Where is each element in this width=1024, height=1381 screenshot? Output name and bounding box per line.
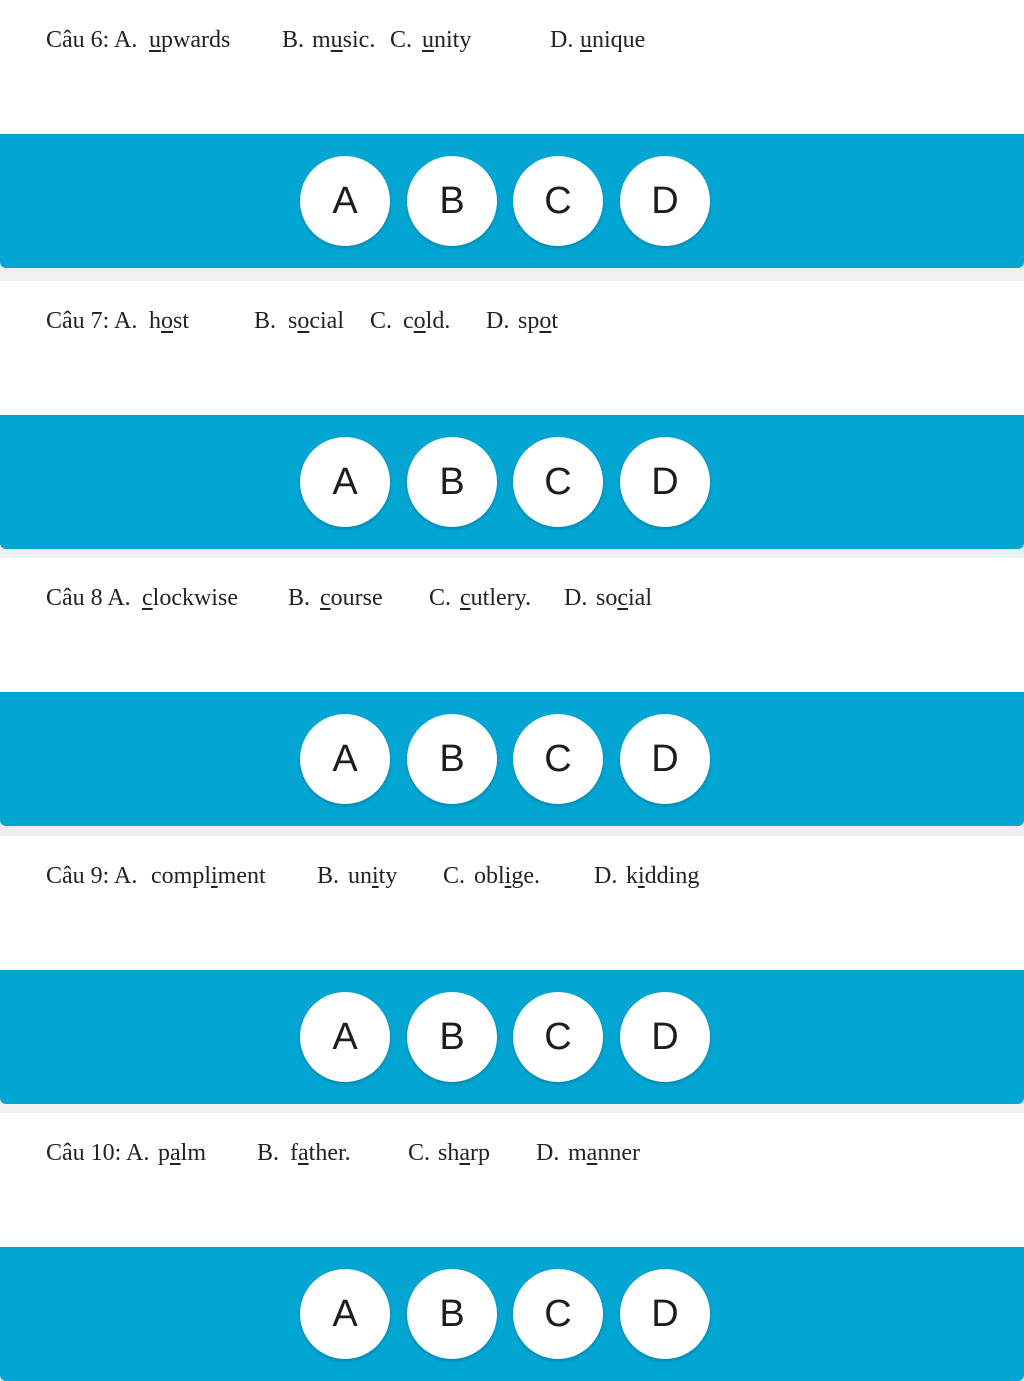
answer-button-d[interactable]: D <box>620 156 710 246</box>
option-word-underlined-letter: a <box>298 1140 309 1166</box>
answer-button-b[interactable]: B <box>407 437 497 527</box>
option-word <box>568 1137 640 1169</box>
option-word <box>158 1137 206 1169</box>
option-word-underlined-letter: o <box>539 308 552 334</box>
option-word-suffix: t <box>551 308 559 334</box>
answer-button-b[interactable]: B <box>407 156 497 246</box>
option-word-underlined-letter: c <box>460 585 471 611</box>
option-word-prefix: h <box>149 308 161 334</box>
option-word <box>348 860 397 892</box>
answer-bar <box>0 970 1024 1104</box>
option-word-prefix: f <box>290 1140 298 1166</box>
option-letter: D. <box>564 585 588 611</box>
answer-button-a[interactable]: A <box>300 1269 390 1359</box>
question-label: Câu 9: A. <box>46 863 138 889</box>
option-word <box>460 582 531 614</box>
option-letter: B. <box>254 308 277 334</box>
option-word-suffix: sic. <box>342 27 376 53</box>
answer-button-d[interactable]: D <box>620 437 710 527</box>
option-word-underlined-letter: u <box>580 27 592 53</box>
option-word <box>518 305 558 337</box>
option-word-suffix: ld. <box>425 308 451 334</box>
option-letter: D. <box>486 308 510 334</box>
option-letter: D. <box>550 27 574 53</box>
option-word <box>149 305 189 337</box>
option-word-underlined-letter: i <box>504 863 512 889</box>
option-word <box>312 24 375 56</box>
option-letter: B. <box>282 27 305 53</box>
answer-bar <box>0 134 1024 268</box>
option-word-suffix: st <box>173 308 190 334</box>
answer-button-a[interactable]: A <box>300 156 390 246</box>
option-word-underlined-letter: a <box>170 1140 181 1166</box>
answer-bar <box>0 1247 1024 1381</box>
answer-button-d[interactable]: D <box>620 714 710 804</box>
option-word-prefix: m <box>312 27 331 53</box>
option-word-suffix: ourse <box>330 585 383 611</box>
option-word-suffix: nity <box>434 27 472 53</box>
option-word-underlined-letter: u <box>330 27 343 53</box>
option-word-prefix: m <box>568 1140 587 1166</box>
question-card <box>0 1113 1024 1381</box>
option-word-prefix: sp <box>518 308 540 334</box>
option-word-suffix: lockwise <box>152 585 238 611</box>
answer-button-c[interactable]: C <box>513 437 603 527</box>
question-label: Câu 6: A. <box>46 27 138 53</box>
option-word-underlined-letter: i <box>372 863 379 889</box>
option-word <box>580 24 645 56</box>
option-word-underlined-letter: c <box>617 585 628 611</box>
option-word <box>626 860 699 892</box>
option-word-suffix: ial <box>628 585 652 611</box>
option-letter: D. <box>536 1140 560 1166</box>
option-letter: D. <box>594 863 618 889</box>
question-text-area <box>0 0 1024 134</box>
question-card <box>0 558 1024 826</box>
option-word-underlined-letter: c <box>320 585 331 611</box>
option-word-prefix: so <box>596 585 618 611</box>
option-word-suffix: utlery. <box>470 585 532 611</box>
question-text-area <box>0 1113 1024 1247</box>
answer-button-d[interactable]: D <box>620 1269 710 1359</box>
option-word-suffix: ther. <box>308 1140 351 1166</box>
option-word-underlined-letter: u <box>422 27 434 53</box>
answer-button-b[interactable]: B <box>407 1269 497 1359</box>
option-word-underlined-letter: o <box>297 308 310 334</box>
option-word-underlined-letter: a <box>586 1140 598 1166</box>
option-word-suffix: pwards <box>161 27 231 53</box>
option-letter: C. <box>443 863 466 889</box>
option-word-prefix: k <box>626 863 638 889</box>
option-word-suffix: ment <box>217 863 266 889</box>
option-word <box>596 582 652 614</box>
option-word <box>149 24 230 56</box>
option-word <box>142 582 238 614</box>
option-word-suffix: rp <box>470 1140 490 1166</box>
question-card <box>0 836 1024 1104</box>
option-word <box>438 1137 490 1169</box>
answer-button-a[interactable]: A <box>300 714 390 804</box>
option-word-prefix: sh <box>438 1140 460 1166</box>
option-word <box>290 1137 351 1169</box>
option-word-suffix: lm <box>180 1140 206 1166</box>
question-text-area <box>0 281 1024 415</box>
question-text-area <box>0 836 1024 970</box>
option-word-suffix: ty <box>378 863 398 889</box>
answer-button-c[interactable]: C <box>513 1269 603 1359</box>
option-word-prefix: p <box>158 1140 170 1166</box>
option-word-underlined-letter: i <box>638 863 645 889</box>
option-word-suffix: cial <box>309 308 344 334</box>
option-word <box>288 305 344 337</box>
option-word-suffix: ge. <box>511 863 540 889</box>
option-word-underlined-letter: u <box>149 27 161 53</box>
option-word-underlined-letter: o <box>413 308 426 334</box>
question-card <box>0 0 1024 268</box>
answer-button-c[interactable]: C <box>513 714 603 804</box>
answer-button-b[interactable]: B <box>407 714 497 804</box>
option-letter: B. <box>317 863 340 889</box>
answer-button-c[interactable]: C <box>513 156 603 246</box>
option-letter: C. <box>390 27 413 53</box>
option-word-suffix: dding <box>644 863 700 889</box>
question-label: Câu 7: A. <box>46 308 138 334</box>
option-word-prefix: obl <box>474 863 505 889</box>
option-letter: C. <box>408 1140 431 1166</box>
option-word-underlined-letter: c <box>142 585 153 611</box>
option-word-prefix: c <box>403 308 414 334</box>
answer-button-b[interactable]: B <box>407 992 497 1082</box>
option-letter: B. <box>288 585 311 611</box>
option-word <box>320 582 383 614</box>
option-word-underlined-letter: a <box>459 1140 470 1166</box>
answer-bar <box>0 692 1024 826</box>
question-card <box>0 281 1024 549</box>
answer-button-a[interactable]: A <box>300 992 390 1082</box>
option-word-underlined-letter: i <box>211 863 218 889</box>
answer-button-c[interactable]: C <box>513 992 603 1082</box>
option-word-prefix: un <box>348 863 372 889</box>
option-word-prefix: s <box>288 308 298 334</box>
option-word <box>422 24 471 56</box>
option-word-prefix: compl <box>151 863 211 889</box>
option-letter: C. <box>429 585 452 611</box>
option-letter: C. <box>370 308 393 334</box>
option-word <box>474 860 540 892</box>
option-word-suffix: nique <box>592 27 646 53</box>
answer-button-a[interactable]: A <box>300 437 390 527</box>
answer-bar <box>0 415 1024 549</box>
question-text-area <box>0 558 1024 692</box>
answer-button-d[interactable]: D <box>620 992 710 1082</box>
option-letter: B. <box>257 1140 280 1166</box>
option-word-suffix: nner <box>597 1140 640 1166</box>
option-word-underlined-letter: o <box>161 308 173 334</box>
question-label: Câu 10: A. <box>46 1140 150 1166</box>
option-word <box>151 860 266 892</box>
question-label: Câu 8 A. <box>46 585 131 611</box>
option-word <box>403 305 450 337</box>
